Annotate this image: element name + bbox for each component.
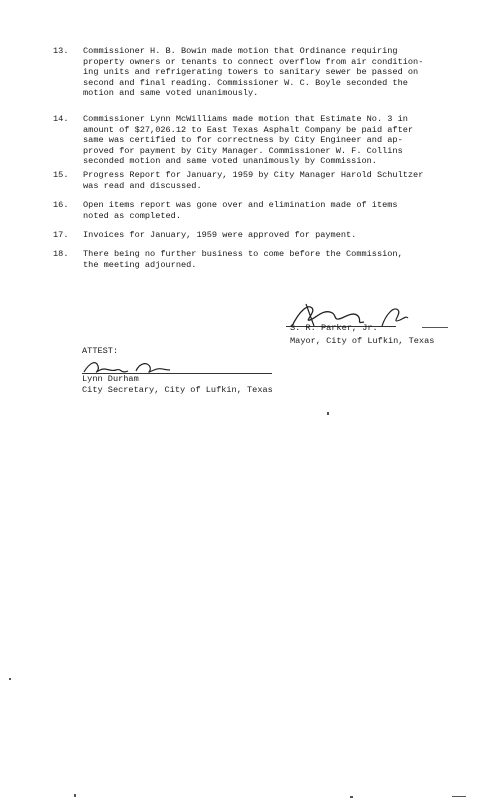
scan-speck — [74, 794, 76, 797]
mayor-title: Mayor, City of Lufkin, Texas — [290, 336, 435, 346]
item-line: Invoices for January, 1959 were approved for payment. — [83, 230, 357, 240]
item-text — [83, 46, 461, 99]
attest-label: ATTEST: — [82, 346, 119, 356]
item-line: Commissioner Lynn McWilliams made motion that Estimate No. 3 in — [83, 114, 408, 124]
item-number: 17. — [53, 230, 69, 240]
scan-speck — [452, 796, 466, 797]
item-line: second and final reading. Commissioner W. C. Boyle seconded the — [83, 77, 408, 88]
item-line: property owners or tenants to connect overflow from air condition- — [83, 56, 424, 67]
mayor-name: S. R. Parker, Jr. — [290, 323, 378, 333]
item-text — [83, 114, 461, 167]
item-line: noted as completed. — [83, 210, 181, 221]
city-secretary-name: Lynn Durham — [82, 374, 139, 384]
item-number: 15. — [53, 170, 69, 180]
item-number: 16. — [53, 200, 69, 210]
item-text — [83, 200, 461, 221]
item-text — [83, 249, 461, 270]
item-line: Commissioner H. B. Bowin made motion that Ordinance requiring — [83, 46, 398, 56]
item-line: Open items report was gone over and elimination made of items — [83, 200, 398, 210]
item-text — [83, 230, 461, 241]
item-line: was read and discussed. — [83, 180, 202, 191]
item-line: There being no further business to come before the Commission, — [83, 249, 403, 259]
item-line: ing units and refrigerating towers to sanitary sewer be passed on — [83, 67, 419, 78]
stray-mark — [422, 327, 448, 328]
item-line: Progress Report for January, 1959 by City Manager Harold Schultzer — [83, 170, 424, 180]
scan-speck — [350, 796, 353, 798]
item-line: proved for payment by City Manager. Commissioner W. F. Collins — [83, 145, 403, 156]
item-line: seconded motion and same voted unanimously by Commission. — [83, 156, 377, 167]
item-line: the meeting adjourned. — [83, 259, 197, 270]
item-text — [83, 170, 461, 191]
item-number: 13. — [53, 46, 69, 56]
item-line: motion and same voted unanimously. — [83, 88, 259, 99]
city-secretary-title: City Secretary, City of Lufkin, Texas — [82, 385, 273, 395]
scan-speck — [327, 412, 329, 415]
item-line: same was certified to for correctness by City Engineer and ap- — [83, 135, 403, 146]
item-number: 14. — [53, 114, 69, 124]
item-line: amount of $27,026.12 to East Texas Asphalt Company be paid after — [83, 124, 414, 135]
scan-speck — [9, 678, 11, 680]
item-number: 18. — [53, 249, 69, 259]
